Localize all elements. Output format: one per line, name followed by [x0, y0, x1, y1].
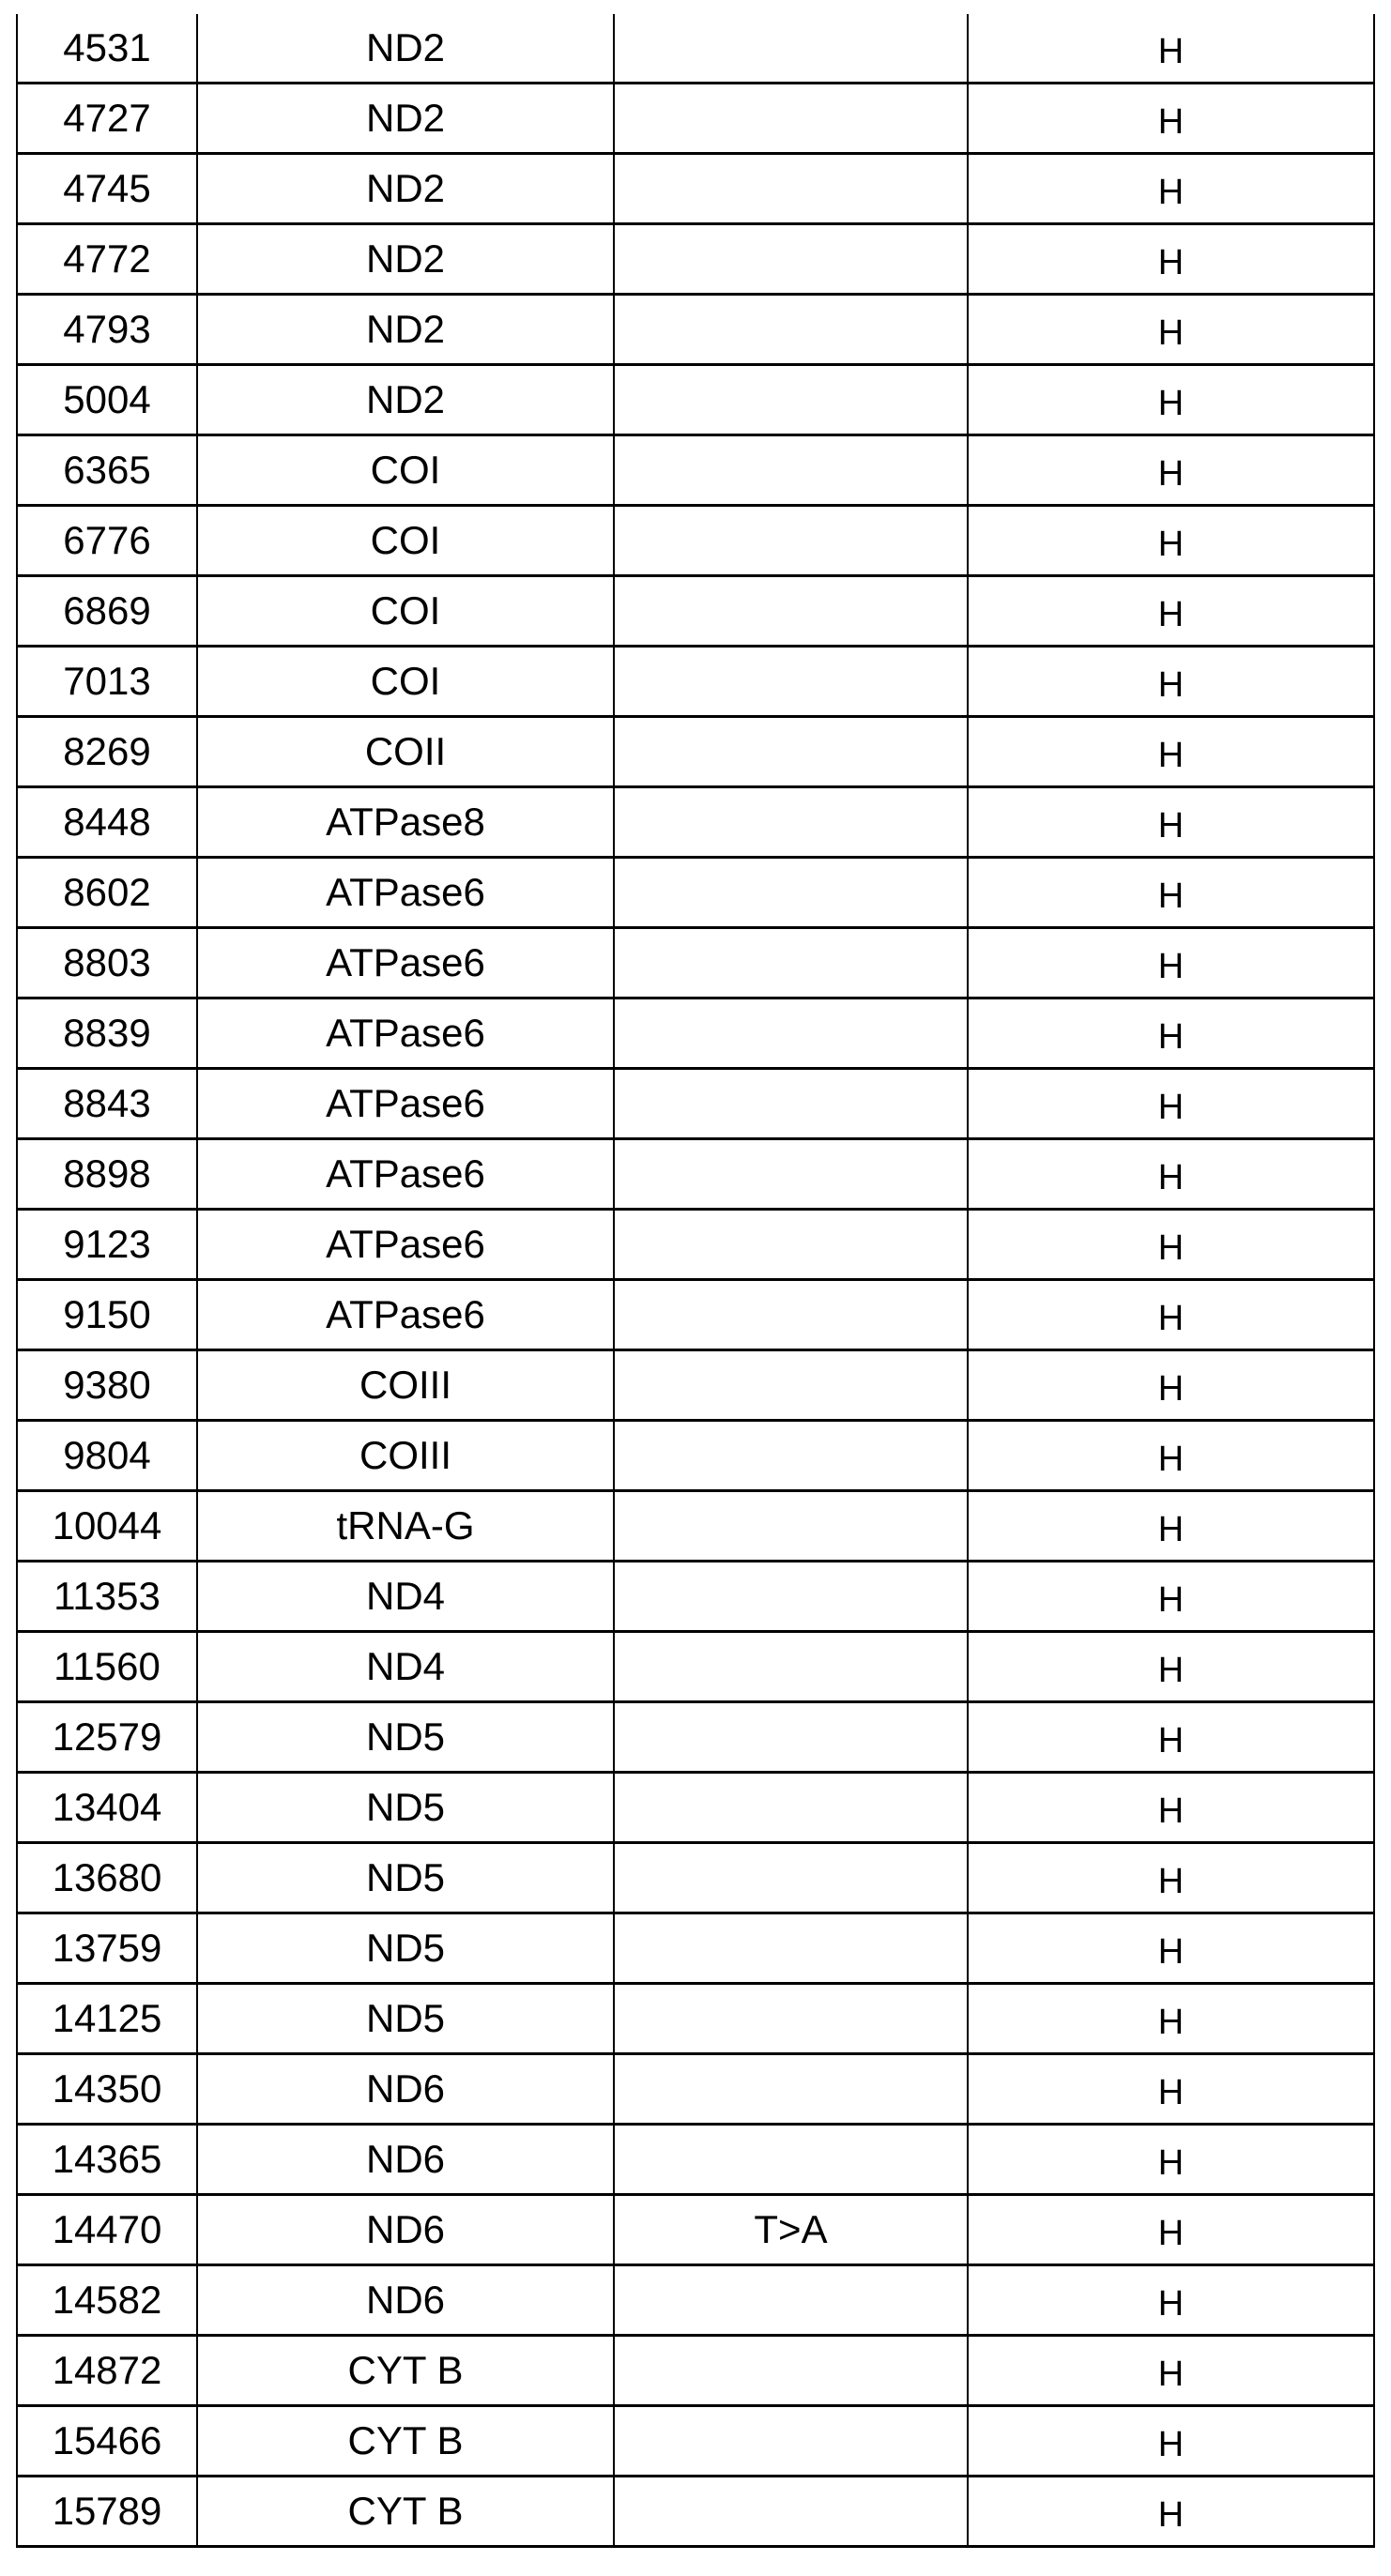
strand-cell: H — [968, 1702, 1374, 1773]
change-cell — [614, 2265, 968, 2336]
position-cell: 8602 — [17, 858, 197, 928]
strand-cell: H — [968, 295, 1374, 365]
gene-cell: ND2 — [197, 365, 614, 435]
gene-cell: COI — [197, 506, 614, 576]
change-cell — [614, 647, 968, 717]
table-row — [17, 576, 1374, 647]
change-cell — [614, 435, 968, 506]
gene-cell: ATPase6 — [197, 1210, 614, 1280]
gene-cell: ND6 — [197, 2054, 614, 2125]
change-cell — [614, 1562, 968, 1632]
table-row — [17, 2054, 1374, 2125]
change-cell — [614, 1491, 968, 1562]
gene-cell: ATPase8 — [197, 787, 614, 858]
gene-cell: ATPase6 — [197, 998, 614, 1069]
gene-cell: ND4 — [197, 1562, 614, 1632]
table-row — [17, 858, 1374, 928]
table-row — [17, 717, 1374, 787]
table-row — [17, 154, 1374, 224]
change-cell — [614, 858, 968, 928]
table-row — [17, 1913, 1374, 1984]
strand-cell: H — [968, 1562, 1374, 1632]
strand-cell: H — [968, 506, 1374, 576]
position-cell: 4745 — [17, 154, 197, 224]
gene-cell: ND2 — [197, 14, 614, 84]
table-row — [17, 787, 1374, 858]
change-cell — [614, 295, 968, 365]
position-cell: 5004 — [17, 365, 197, 435]
strand-cell: H — [968, 647, 1374, 717]
position-cell: 9150 — [17, 1280, 197, 1350]
gene-cell: ND5 — [197, 1773, 614, 1843]
strand-cell: H — [968, 365, 1374, 435]
position-cell: 13680 — [17, 1843, 197, 1913]
table-row — [17, 1210, 1374, 1280]
strand-cell: H — [968, 928, 1374, 998]
change-cell — [614, 1210, 968, 1280]
change-cell — [614, 224, 968, 295]
table-row — [17, 928, 1374, 998]
strand-cell: H — [968, 224, 1374, 295]
gene-cell: ND6 — [197, 2125, 614, 2195]
table-row — [17, 506, 1374, 576]
table-row — [17, 1702, 1374, 1773]
gene-cell: COII — [197, 717, 614, 787]
table-row — [17, 998, 1374, 1069]
strand-cell: H — [968, 717, 1374, 787]
change-cell — [614, 365, 968, 435]
position-cell: 11353 — [17, 1562, 197, 1632]
position-cell: 8898 — [17, 1139, 197, 1210]
table-row — [17, 435, 1374, 506]
strand-cell: H — [968, 858, 1374, 928]
table-row — [17, 2477, 1374, 2547]
position-cell: 9380 — [17, 1350, 197, 1421]
gene-cell: ATPase6 — [197, 1069, 614, 1139]
position-cell: 9123 — [17, 1210, 197, 1280]
gene-cell: ND6 — [197, 2195, 614, 2265]
position-cell: 15466 — [17, 2406, 197, 2477]
strand-cell: H — [968, 1210, 1374, 1280]
table-row — [17, 365, 1374, 435]
table-row — [17, 647, 1374, 717]
position-cell: 12579 — [17, 1702, 197, 1773]
strand-cell: H — [968, 998, 1374, 1069]
strand-cell: H — [968, 1984, 1374, 2054]
gene-cell: ATPase6 — [197, 1139, 614, 1210]
strand-cell: H — [968, 435, 1374, 506]
gene-cell: ATPase6 — [197, 928, 614, 998]
strand-cell: H — [968, 1491, 1374, 1562]
strand-cell: H — [968, 1913, 1374, 1984]
position-cell: 8839 — [17, 998, 197, 1069]
gene-cell: ATPase6 — [197, 1280, 614, 1350]
table-row — [17, 14, 1374, 84]
position-cell: 14872 — [17, 2336, 197, 2406]
change-cell — [614, 154, 968, 224]
gene-cell: ND2 — [197, 154, 614, 224]
strand-cell: H — [968, 2406, 1374, 2477]
position-cell: 13404 — [17, 1773, 197, 1843]
gene-cell: ND2 — [197, 224, 614, 295]
change-cell — [614, 14, 968, 84]
gene-cell: COI — [197, 647, 614, 717]
position-cell: 11560 — [17, 1632, 197, 1702]
gene-cell: ND5 — [197, 1984, 614, 2054]
change-cell — [614, 2477, 968, 2547]
table-row — [17, 1350, 1374, 1421]
change-cell — [614, 1702, 968, 1773]
gene-cell: COI — [197, 576, 614, 647]
strand-cell: H — [968, 1421, 1374, 1491]
gene-cell: ND6 — [197, 2265, 614, 2336]
table-row — [17, 1139, 1374, 1210]
position-cell: 4727 — [17, 84, 197, 154]
position-cell: 14365 — [17, 2125, 197, 2195]
gene-cell: ND5 — [197, 1913, 614, 1984]
table-row — [17, 2265, 1374, 2336]
change-cell — [614, 1984, 968, 2054]
table-body — [17, 14, 1374, 2547]
position-cell: 14470 — [17, 2195, 197, 2265]
position-cell: 6776 — [17, 506, 197, 576]
position-cell: 8803 — [17, 928, 197, 998]
table-row — [17, 2195, 1374, 2265]
gene-cell: CYT B — [197, 2336, 614, 2406]
change-cell — [614, 1280, 968, 1350]
gene-cell: COIII — [197, 1350, 614, 1421]
gene-cell: ND2 — [197, 295, 614, 365]
change-cell — [614, 2336, 968, 2406]
gene-cell: ND5 — [197, 1702, 614, 1773]
change-cell — [614, 2054, 968, 2125]
table-row — [17, 1280, 1374, 1350]
position-cell: 14350 — [17, 2054, 197, 2125]
strand-cell: H — [968, 84, 1374, 154]
table-row — [17, 1984, 1374, 2054]
strand-cell: H — [968, 1350, 1374, 1421]
table-row — [17, 1632, 1374, 1702]
gene-cell: tRNA-G — [197, 1491, 614, 1562]
position-cell: 15789 — [17, 2477, 197, 2547]
change-cell — [614, 1069, 968, 1139]
table-row — [17, 2336, 1374, 2406]
change-cell — [614, 928, 968, 998]
strand-cell: H — [968, 1280, 1374, 1350]
strand-cell: H — [968, 1632, 1374, 1702]
gene-cell: COI — [197, 435, 614, 506]
strand-cell: H — [968, 2477, 1374, 2547]
position-cell: 8843 — [17, 1069, 197, 1139]
mutation-table — [16, 14, 1375, 2548]
change-cell — [614, 1350, 968, 1421]
position-cell: 8269 — [17, 717, 197, 787]
table-row — [17, 1773, 1374, 1843]
position-cell: 13759 — [17, 1913, 197, 1984]
position-cell: 9804 — [17, 1421, 197, 1491]
position-cell: 4531 — [17, 14, 197, 84]
position-cell: 4772 — [17, 224, 197, 295]
table-row — [17, 224, 1374, 295]
gene-cell: ND4 — [197, 1632, 614, 1702]
change-cell — [614, 717, 968, 787]
strand-cell: H — [968, 2125, 1374, 2195]
change-cell — [614, 1773, 968, 1843]
position-cell: 7013 — [17, 647, 197, 717]
gene-cell: ND2 — [197, 84, 614, 154]
table-row — [17, 1562, 1374, 1632]
change-cell: T>A — [614, 2195, 968, 2265]
change-cell — [614, 1632, 968, 1702]
strand-cell: H — [968, 14, 1374, 84]
gene-cell: ATPase6 — [197, 858, 614, 928]
strand-cell: H — [968, 154, 1374, 224]
position-cell: 14125 — [17, 1984, 197, 2054]
change-cell — [614, 1843, 968, 1913]
table-row — [17, 2406, 1374, 2477]
position-cell: 4793 — [17, 295, 197, 365]
table-row — [17, 2125, 1374, 2195]
position-cell: 10044 — [17, 1491, 197, 1562]
gene-cell: COIII — [197, 1421, 614, 1491]
table-row — [17, 295, 1374, 365]
strand-cell: H — [968, 2195, 1374, 2265]
table-row — [17, 84, 1374, 154]
gene-cell: CYT B — [197, 2477, 614, 2547]
change-cell — [614, 998, 968, 1069]
table-row — [17, 1421, 1374, 1491]
change-cell — [614, 506, 968, 576]
strand-cell: H — [968, 2265, 1374, 2336]
position-cell: 6869 — [17, 576, 197, 647]
change-cell — [614, 1139, 968, 1210]
gene-cell: CYT B — [197, 2406, 614, 2477]
gene-cell: ND5 — [197, 1843, 614, 1913]
position-cell: 6365 — [17, 435, 197, 506]
table-row — [17, 1491, 1374, 1562]
strand-cell: H — [968, 1773, 1374, 1843]
strand-cell: H — [968, 1843, 1374, 1913]
position-cell: 14582 — [17, 2265, 197, 2336]
strand-cell: H — [968, 576, 1374, 647]
change-cell — [614, 2125, 968, 2195]
change-cell — [614, 787, 968, 858]
change-cell — [614, 2406, 968, 2477]
strand-cell: H — [968, 787, 1374, 858]
change-cell — [614, 1913, 968, 1984]
table-row — [17, 1069, 1374, 1139]
change-cell — [614, 84, 968, 154]
strand-cell: H — [968, 2336, 1374, 2406]
change-cell — [614, 1421, 968, 1491]
strand-cell: H — [968, 1069, 1374, 1139]
strand-cell: H — [968, 1139, 1374, 1210]
table-row — [17, 1843, 1374, 1913]
position-cell: 8448 — [17, 787, 197, 858]
change-cell — [614, 576, 968, 647]
strand-cell: H — [968, 2054, 1374, 2125]
